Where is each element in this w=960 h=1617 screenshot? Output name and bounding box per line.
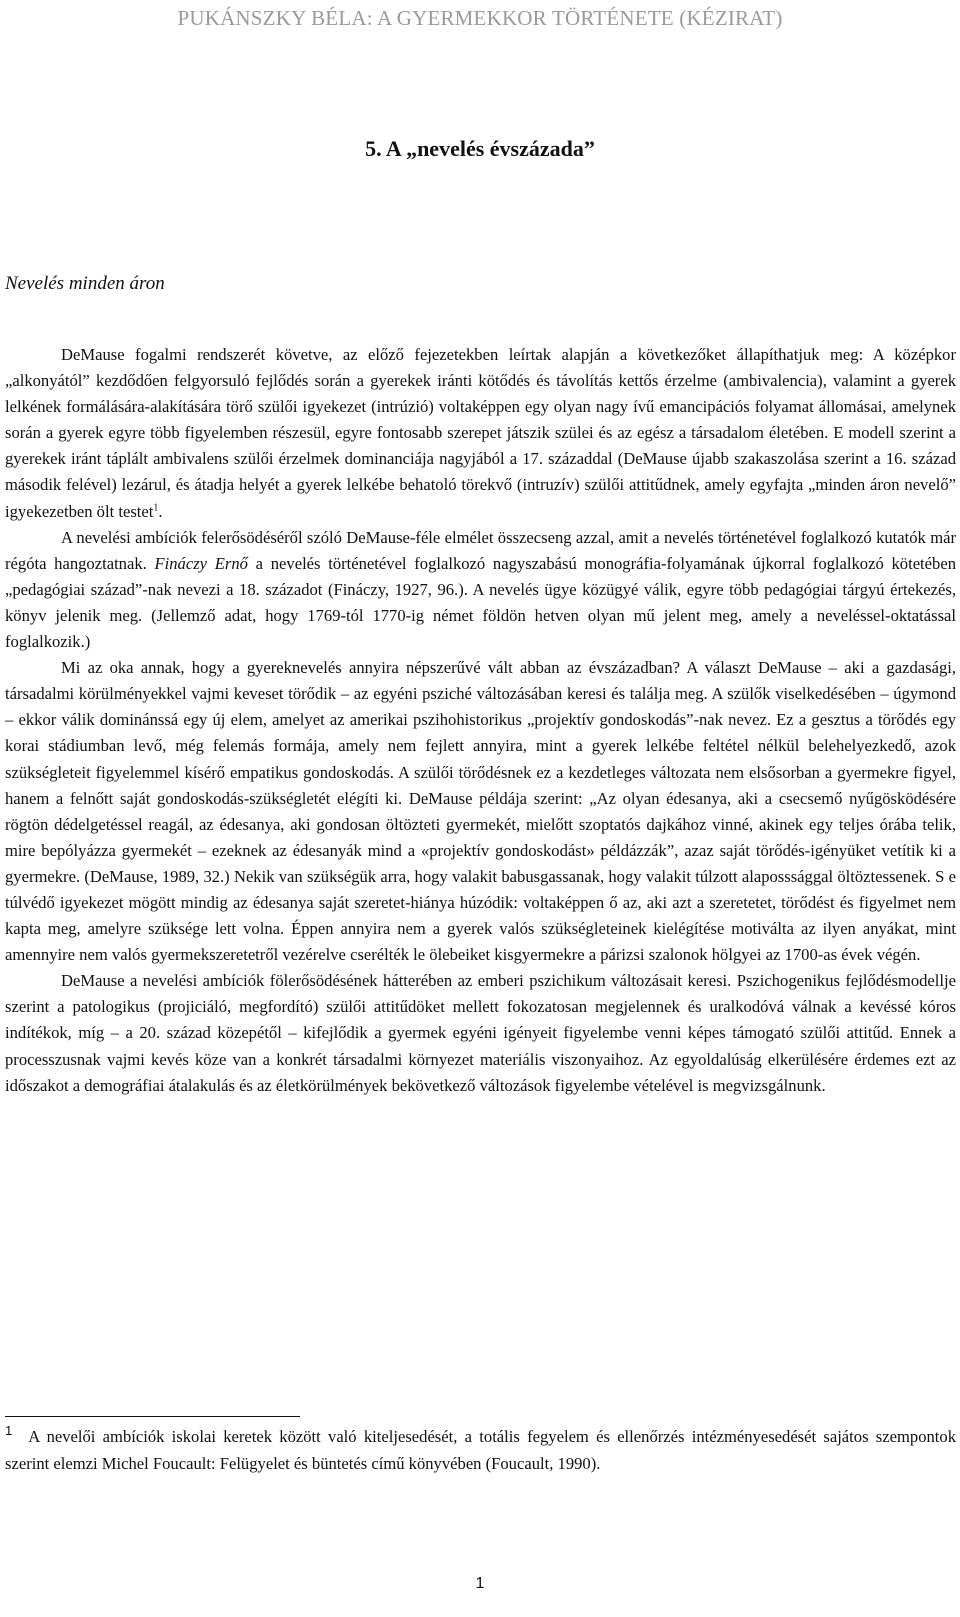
section-title: Nevelés minden áron [5,273,165,294]
footnote-text: A nevelői ambíciók iskolai keretek között való kiteljesedését, a totális fegyelem és ellenőrzés intézményesedését sajátos szempontok szerint elemzi Michel Foucault: Felügyelet és büntetés című könyvében (Foucault, 1990). [5,1427,956,1473]
paragraph [5,968,956,1098]
paragraph-text: a nevelés történetével foglalkozó nagyszabású monográfia-folyamának újkorral foglalkozó kötetében „pedagógiai század”-nak nevezi a 18. századot (Fináczy, 1927, 96.). A nevelés ügye közügyé válik, egyre több pedagógiai tárgyú értekezés, könyv jelenik meg. (Jellemző adat, hogy 1769-tól 1770-ig német földön hetven olyan mű jelent meg, amely a neveléssel-oktatással foglalkozik.) [5,553,956,652]
running-header: PUKÁNSZKY BÉLA: A GYERMEKKOR TÖRTÉNETE (KÉZIRAT) [177,6,783,30]
body-text [5,342,956,1099]
paragraph-text: Mi az oka annak, hogy a gyereknevelés annyira népszerűvé vált abban az évszázadban? A választ DeMause – aki a gazdasági, társadalmi körülményekkel vajmi keveset törődik – az egyéni psziché változásában keresi és találja meg. A szülők viselkedésében – úgymond – ekkor válik dominánssá egy új elem, amelyet az amerikai pszihohistorikus „projektív gondoskodás”-nak nevez. Ez a gesztus a törődés egy korai stádiumban levő, még felemás formája, amely nem fejlett annyira, mint a gyerek lelkébe feltétel nélkül belehelyezkedő, azok szükségleteit figyelemmel kísérő empatikus gondoskodás. A szülői törődésnek ez a kezdetleges változata nem elsősorban a gyermekre figyel, hanem a felnőtt saját gondoskodás-szükségletét elégíti ki. DeMause példája szerint: „Az olyan édesanya, aki a csecsemő nyűgösködésére rögtön dédelgetéssel reagál, az édesanya, aki gondosan öltözteti gyermekét, mielőtt szoptatós dajkához vinné, akinek egy teljes órába telik, mire bepólyázza gyermekét – ezeknek az édesanyák mind a «projektív gondoskodást» példázzák”, azaz saját törődés-igényüket vetítik ki a gyermekre. (DeMause, 1989, 32.) Nekik van szükségük arra, hogy valakit babusgassanak, hogy valakit túlzott alaposssággal öltöztessenek. S e túlvédő igyekezet mögött mindig az édesanya saját szeretet-hiánya húzódik: voltaképpen ő az, aki azt a szeretetet, törődést és figyelmet nem kapta meg, amelyre szüksége lett volna. Éppen annyira nem a gyerek valós szükségleteinek kielégítése motiválta az ilyen anyákat, mint amennyire nem valós gyermekszeretetről vezérelve cserélték le ölebeiket kisgyermekre a párizsi szalonok hölgyei az 1700-as évek végén. [5,658,956,965]
footnote-mark: 1 [5,1423,13,1438]
paragraph [5,655,956,968]
author-name: Fináczy Ernő [154,553,248,573]
paragraph [5,525,956,655]
paragraph-text: DeMause a nevelési ambíciók fölerősödésének hátterében az emberi pszichikum változásait keresi. Pszichogenikus fejlődésmodellje szerint a patologikus (projiciáló, megfordító) szülői attitűdöket mellett fokozatosan megjelennek és uralkodóvá válnak a kevéssé kóros indítékok, míg – a 20. század közepétől – kifejlődik a gyermek egyéni igényeit figyelembe venni képes támogató szülői attitűd. Ennek a processzusnak vajmi kevés köze van a konkrét társadalmi környezet materiális viszonyaihoz. Az egyoldalúság elkerülésére érdemes ezt az időszakot a demográfiai átalakulás és az életkörülmények bekövetkező változások figyelembe vételével is megvizsgálnunk. [5,971,956,1095]
footnote-reference[interactable]: 1 [153,502,159,514]
paragraph [5,342,956,525]
paragraph-text: A nevelési ambíciók felerősödéséről szóló DeMause-féle elmélet összecseng azzal, amit a nevelés történetével foglalkozó kutatók már régóta hangoztatnak. [5,527,956,573]
footnote [5,1424,956,1477]
footnote-divider [5,1416,300,1417]
chapter-title: 5. A „nevelés évszázada” [365,136,595,161]
page-number: 1 [475,1575,485,1592]
paragraph-text: . [158,501,163,521]
paragraph-text: DeMause fogalmi rendszerét követve, az előző fejezetekben leírtak alapján a következőket állapíthatjuk meg: A középkor „alkonyától” kezdődően felgyorsuló fejlődés során a gyerekek iránti kötődés és távolítás kettős érzelme (ambivalencia), valamint a gyerek lelkének formálására-alakítására törő szülői igyekezet (intrúzió) voltaképpen egy olyan nagy ívű emancipációs folyamat állomásai, amelynek során a gyerek egyre több figyelemben részesül, egyre fontosabb szerepet játszik szülei és az egész a társadalom életében. E modell szerint a gyerekek iránt táplált ambivalens szülői érzelmek dominanciája nagyjából a 17. századdal (DeMause újabb szakaszolása szerint a 16. század második felével) lezárul, és átadja helyét a gyerek lelkébe behatoló törekvő (intruzív) szülői attitűdnek, amely egyfajta „minden áron nevelő” igyekezetben ölt testet [5,345,956,521]
